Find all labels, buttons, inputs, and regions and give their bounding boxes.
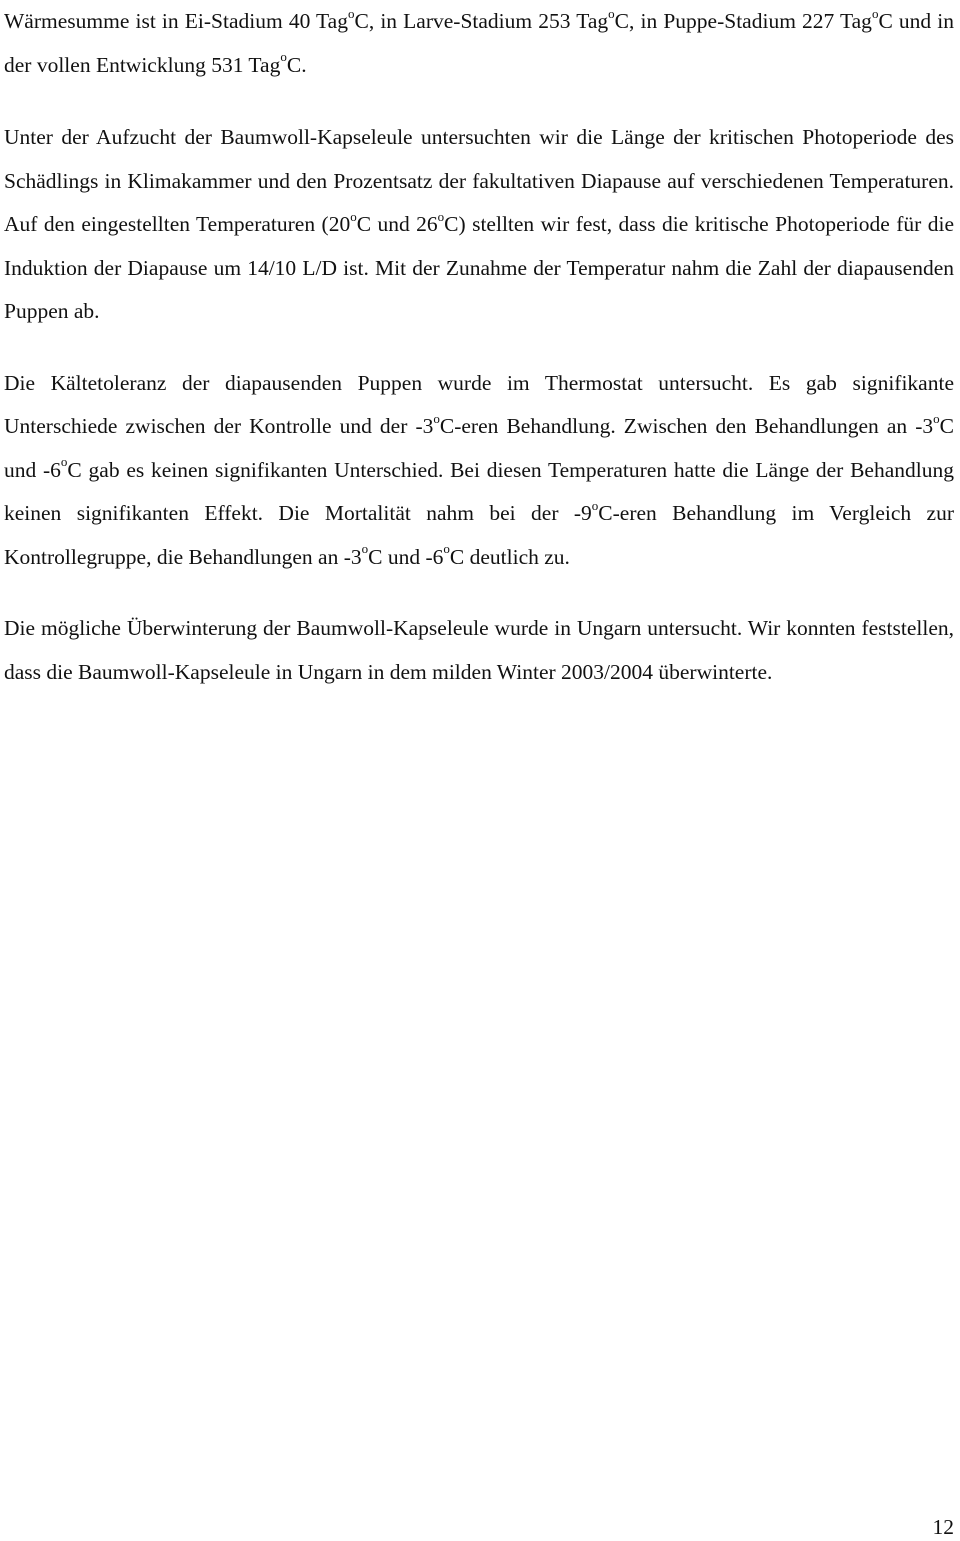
degree-superscript: o [347,5,355,21]
text-run: C-eren Behandlung im Vergleich zur Kontrollegruppe, die Behandlungen an -3 [4,501,954,569]
text-run: C gab es keinen signifikanten Unterschied. Bei diesen Temperaturen hatte die Länge der Behandlung keinen signifikanten Effekt. Die Mortalität nahm bei der -9 [4,457,954,525]
degree-superscript: o [361,541,369,557]
degree-superscript: o [60,454,68,470]
text-run: C, in Puppe-Stadium 227 Tag [614,9,872,33]
degree-superscript: o [433,410,440,426]
degree-superscript: o [437,208,445,224]
degree-superscript: o [443,541,450,557]
text-run: C und -6 [368,544,444,569]
paragraph-photoperiod [4,116,954,334]
document-body [4,0,954,694]
text-run: C deutlich zu. [449,544,570,569]
text-run: C und -6 [4,414,954,482]
text-run: Die Kältetoleranz der diapausenden Puppen wurde im Thermostat untersucht. Es gab signifikante Unterschiede zwischen der Kontrolle und der -3 [4,370,954,438]
degree-superscript: o [591,497,599,513]
paragraph-heat-sum [4,0,954,87]
text-run: Wärmesumme ist in Ei-Stadium 40 Tag [4,9,348,33]
paragraph-overwintering [4,607,954,694]
page-number: 12 [932,1515,954,1539]
paragraph-cold-tolerance [4,362,954,580]
text-run: C, in Larve-Stadium 253 Tag [354,9,609,33]
text-run: C und in der vollen Entwicklung 531 Tag [4,9,954,77]
text-run: Unter der Aufzucht der Baumwoll-Kapseleule untersuchten wir die Länge der kritischen Photoperiode des Schädlings in Klimakammer und den Prozentsatz der fakultativen Diapause auf verschiedenen Temperaturen. Auf den eingestellten Temperaturen (20 [4,125,954,236]
text-run: C und 26 [356,212,438,236]
text-run: C. [286,52,307,77]
degree-superscript: o [608,5,615,21]
degree-superscript: o [350,208,357,224]
text-run: Die mögliche Überwinterung der Baumwoll-Kapseleule wurde in Ungarn untersucht. Wir konnten feststellen, dass die Baumwoll-Kapseleule in Ungarn in dem milden Winter 2003/2004 überwinterte. [4,616,954,684]
text-run: C) stellten wir fest, dass die kritische Photoperiode für die Induktion der Diapause um 14/10 L/D ist. Mit der Zunahme der Temperatur nahm die Zahl der diapausenden Puppen ab. [4,212,955,323]
degree-superscript: o [933,410,940,426]
degree-superscript: o [280,49,287,65]
degree-superscript: o [871,5,879,21]
text-run: C-eren Behandlung. Zwischen den Behandlungen an -3 [439,414,934,438]
